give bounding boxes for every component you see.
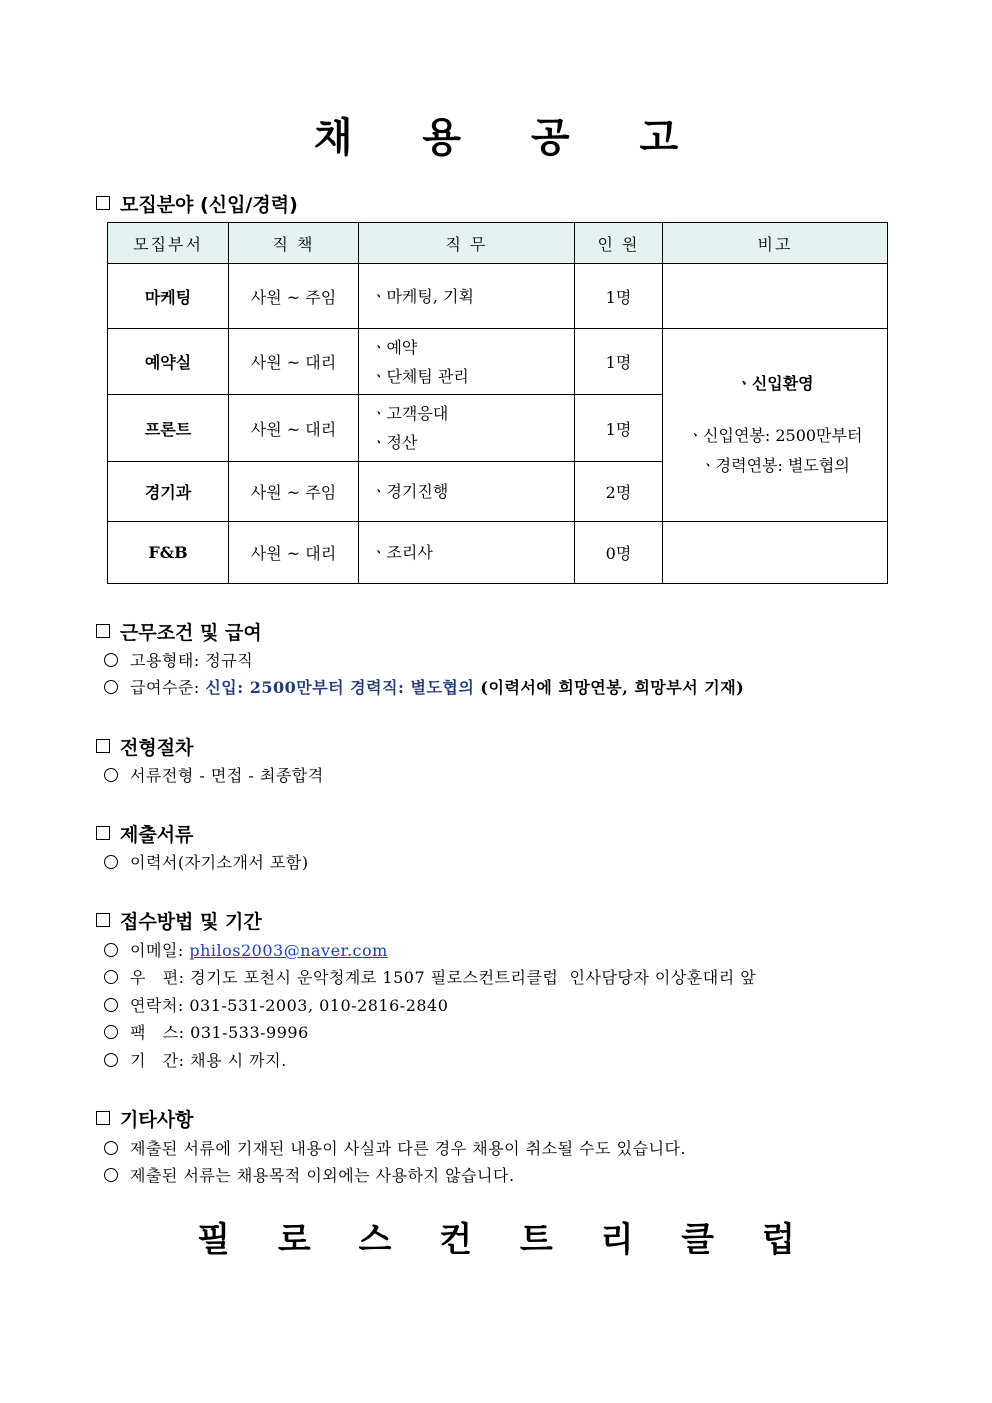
- table-header-row: [108, 223, 888, 264]
- header-dept: 모집부서: [108, 223, 229, 264]
- duty-cell: ㆍ마케팅, 기획: [359, 264, 575, 329]
- process-line: 서류전형 - 면접 - 최종합격: [104, 763, 324, 786]
- position-cell: 사원 ~ 대리: [229, 329, 359, 395]
- conditions-salary: 급여수준: 신입: 2500만부터 경력직: 별도협의 (이력서에 희망연봉, 희망부서 기재): [104, 675, 744, 698]
- table-row: [108, 264, 888, 329]
- position-cell: 사원 ~ 대리: [229, 395, 359, 462]
- circle-bullet-icon: [104, 680, 118, 694]
- circle-bullet-icon: [104, 653, 118, 667]
- dept-cell: 경기과: [108, 462, 229, 522]
- checkbox-square-icon: [96, 913, 110, 927]
- dept-cell: 프론트: [108, 395, 229, 462]
- note-cell-empty: [663, 264, 888, 329]
- duty-cell: ㆍ고객응대 ㆍ정산: [359, 395, 575, 462]
- count-cell: 1명: [575, 329, 663, 395]
- section-apply-heading: 접수방법 및 기간: [96, 907, 262, 934]
- checkbox-square-icon: [96, 624, 110, 638]
- section-etc-heading: 기타사항: [96, 1105, 193, 1132]
- note-cell: [663, 329, 888, 522]
- circle-bullet-icon: [104, 970, 118, 984]
- checkbox-square-icon: [96, 196, 110, 210]
- section-conditions-heading: 근무조건 및 급여: [96, 618, 262, 645]
- section-process-heading: 전형절차: [96, 733, 193, 760]
- count-cell: 1명: [575, 264, 663, 329]
- header-note: 비고: [663, 223, 888, 264]
- checkbox-square-icon: [96, 1111, 110, 1125]
- apply-phone: 연락처: 031-531-2003, 010-2816-2840: [104, 993, 448, 1016]
- apply-period: 기 간: 채용 시 까지.: [104, 1048, 287, 1071]
- circle-bullet-icon: [104, 1141, 118, 1155]
- recruit-table: [107, 222, 888, 584]
- salary-highlight: 신입: 2500만부터 경력직: 별도협의: [205, 678, 475, 697]
- page-title: 채 용 공 고: [313, 115, 707, 161]
- circle-bullet-icon: [104, 998, 118, 1012]
- header-duty: 직 무: [359, 223, 575, 264]
- etc-line-1: 제출된 서류에 기재된 내용이 사실과 다른 경우 채용이 취소될 수도 있습니다.: [104, 1136, 686, 1159]
- circle-bullet-icon: [104, 1025, 118, 1039]
- circle-bullet-icon: [104, 1168, 118, 1182]
- note-welcome: ㆍ신입환영: [736, 374, 814, 393]
- count-cell: 2명: [575, 462, 663, 522]
- position-cell: 사원 ~ 주임: [229, 462, 359, 522]
- count-cell: 0명: [575, 522, 663, 584]
- position-cell: 사원 ~ 주임: [229, 264, 359, 329]
- etc-line-2: 제출된 서류는 채용목적 이외에는 사용하지 않습니다.: [104, 1163, 515, 1186]
- checkbox-square-icon: [96, 739, 110, 753]
- circle-bullet-icon: [104, 943, 118, 957]
- dept-cell: 예약실: [108, 329, 229, 395]
- table-row: [108, 522, 888, 584]
- header-count: 인 원: [575, 223, 663, 264]
- note-career-salary: ㆍ경력연봉: 별도협의: [700, 456, 850, 475]
- conditions-employment: 고용형태: 정규직: [104, 648, 253, 671]
- dept-cell: 마케팅: [108, 264, 229, 329]
- table-row: [108, 329, 888, 395]
- circle-bullet-icon: [104, 768, 118, 782]
- apply-email: 이메일: philos2003@naver.com: [104, 938, 388, 961]
- circle-bullet-icon: [104, 1053, 118, 1067]
- email-link[interactable]: philos2003@naver.com: [189, 941, 388, 960]
- position-cell: 사원 ~ 대리: [229, 522, 359, 584]
- apply-fax: 팩 스: 031-533-9996: [104, 1020, 309, 1043]
- count-cell: 1명: [575, 395, 663, 462]
- duty-cell: ㆍ경기진행: [359, 462, 575, 522]
- documents-line: 이력서(자기소개서 포함): [104, 850, 309, 873]
- note-new-salary: ㆍ신입연봉: 2500만부터: [687, 426, 863, 445]
- section-recruit-heading: 모집분야 (신입/경력): [96, 190, 298, 217]
- header-position: 직 책: [229, 223, 359, 264]
- checkbox-square-icon: [96, 826, 110, 840]
- company-name: 필 로 스 컨 트 리 클 럽: [197, 1220, 813, 1260]
- apply-post: 우 편: 경기도 포천시 운악청계로 1507 필로스컨트리클럽 인사담당자 이상훈대리 앞: [104, 965, 756, 988]
- dept-cell: F&B: [108, 522, 229, 584]
- note-cell-empty: [663, 522, 888, 584]
- circle-bullet-icon: [104, 855, 118, 869]
- section-documents-heading: 제출서류: [96, 820, 193, 847]
- duty-cell: ㆍ예약 ㆍ단체팀 관리: [359, 329, 575, 395]
- duty-cell: ㆍ조리사: [359, 522, 575, 584]
